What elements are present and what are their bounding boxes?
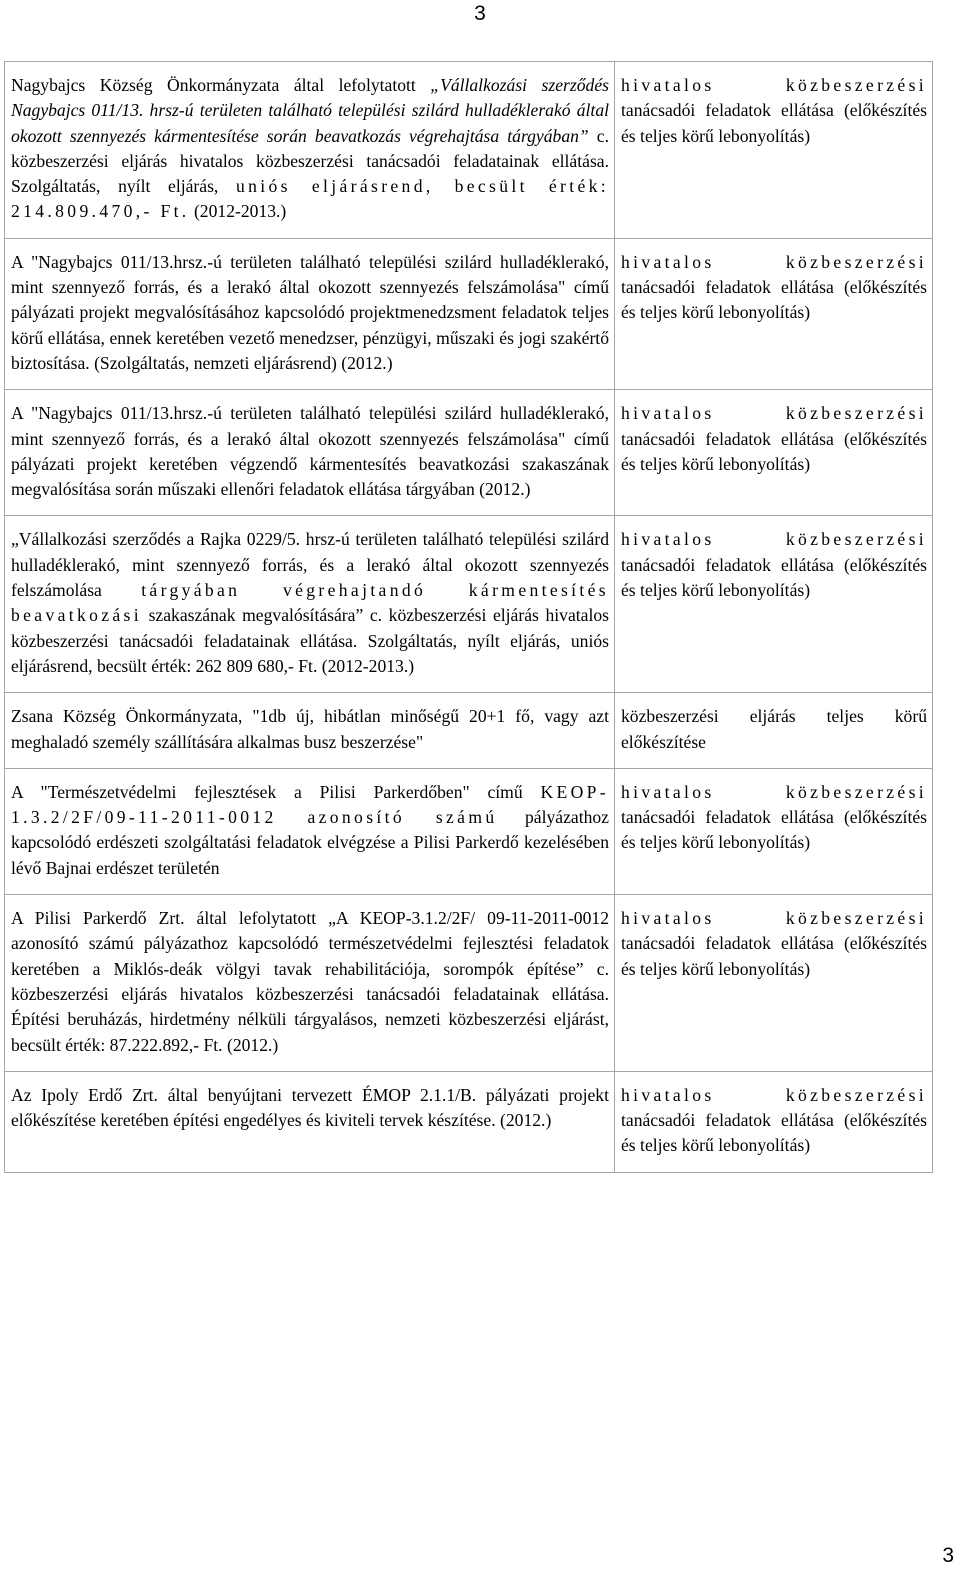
table-row [5,768,933,894]
role-text: tanácsadói feladatok ellátása (előkészítés és teljes körű lebonyolítás) [621,554,927,601]
role-text: tanácsadói feladatok ellátása (előkészítés és teljes körű lebonyolítás) [621,100,927,146]
description-text: szakaszának megvalósítására” c. közbeszerzési eljárás hivatalos közbeszerzési tanácsadói feladatainak ellátása. Szolgáltatás, nyílt eljárás, uniós eljárásrend, becsült érték: 262 809 680,- Ft. (2012-2013.) [11,605,609,676]
role-text: hivatalos közbeszerzési [621,403,927,424]
role-text: hivatalos közbeszerzési [621,1084,927,1105]
role-cell [615,62,933,239]
description-text: (2012-2013.) [189,201,287,222]
contracts-table [4,61,933,1173]
description-cell: Az Ipoly Erdő Zrt. által benyújtani tervezett ÉMOP 2.1.1/B. pályázati projekt előkészítése keretében építési engedélyes és kiviteli tervek készítése. (2012.) [5,1071,615,1172]
table-row [5,390,933,516]
role-text: hivatalos közbeszerzési [621,529,927,550]
role-text: tanácsadói feladatok ellátása (előkészítés és teljes körű lebonyolítás) [621,933,927,979]
description-cell [5,516,615,693]
table-row [5,895,933,1072]
description-text: tárgyában végrehajtandó kármentesítés beavatkozási [11,580,609,626]
description-text: Nagybajcs Község Önkormányzata által lefolytatott [11,75,431,95]
description-cell: A Pilisi Parkerdő Zrt. által lefolytatott „A KEOP-3.1.2/2F/ 09-11-2011-0012 azonosító számú pályázathoz kapcsolódó természetvédelmi fejlesztési feladatok keretében a Miklós-deák völgyi tavak rehabilitációja, sorompók építése” c. közbeszerzési eljárás hivatalos közbeszerzési tanácsadói feladatainak ellátása. Építési beruházás, hirdetmény nélküli tárgyalásos, nemzeti közbeszerzési eljárást, becsült érték: 87.222.892,- Ft. (2012.) [5,895,615,1072]
contract-title: „Vállalkozási szerződés Nagybajcs 011/13. hrsz-ú területen található települési szilárd hulladéklerakó által okozott szennyezés kármentesítése során beavatkozás végrehajtása tárgyában” [11,75,609,146]
description-text: c. közbeszerzési eljárás hivatalos közbeszerzési tanácsadói feladatainak ellátása. Szolgáltatás, nyílt eljárás, [11,125,609,197]
role-text: közbeszerzési eljárás teljes körű előkészítése [621,706,927,752]
role-cell [615,895,933,1072]
role-text: hivatalos közbeszerzési [621,75,927,95]
description-cell: A "Nagybajcs 011/13.hrsz.-ú területen található települési szilárd hulladéklerakó, mint szennyező forrás, és a lerakó által okozott szennyezés felszámolása" című pályázati projekt megvalósításához kapcsolódó projektmenedzsment feladatok teljes körű ellátása, ennek keretében vezető menedzser, pénzügyi, műszaki és jogi szakértő biztosítása. (Szolgáltatás, nemzeti eljárásrend) (2012.) [5,238,615,389]
role-cell [615,238,933,389]
role-text: tanácsadói feladatok ellátása (előkészítés és teljes körű lebonyolítás) [621,428,927,474]
description-cell: Zsana Község Önkormányzata, "1db új, hibátlan minőségű 20+1 fő, vagy azt meghaladó személy szállítására alkalmas busz beszerzése" [5,693,615,769]
role-text: hivatalos közbeszerzési [621,781,927,802]
description-text: „Vállalkozási szerződés a Rajka 0229/5. hrsz-ú területen található települési szilárd hulladéklerakó, mint szennyező forrás, és a lerakó által okozott szennyezés felszámolása [11,529,609,601]
table-row [5,516,933,693]
role-text: hivatalos közbeszerzési [621,251,927,272]
page-number-bottom: 3 [942,1544,954,1567]
project-id: KEOP-1.3.2/2F/09-11-2011-0012 azonosító számú [11,781,609,828]
description-cell [5,62,615,239]
description-text: pályázathoz kapcsolódó erdészeti szolgáltatási feladatok elvégzése a Pilisi Parkerdő kezelésében lévő Bajnai erdészet területén [11,807,609,878]
role-cell [615,1071,933,1172]
role-cell [615,768,933,894]
description-text: uniós eljárásrend, becsült érték: 214.809.470,- Ft. [11,176,609,222]
table-row [5,693,933,769]
description-cell [5,768,615,894]
description-cell: A "Nagybajcs 011/13.hrsz.-ú területen található települési szilárd hulladéklerakó, mint szennyező forrás, és a lerakó által okozott szennyezés felszámolása" című pályázati projekt keretében végzendő kármentesítés beavatkozási szakaszának megvalósítása során műszaki ellenőri feladatok ellátása tárgyában (2012.) [5,390,615,516]
role-text: tanácsadói feladatok ellátása (előkészítés és teljes körű lebonyolítás) [621,1110,927,1156]
page-number-top: 3 [474,2,486,25]
description-text: A "Természetvédelmi fejlesztések a Pilisi Parkerdőben" című [11,781,541,802]
role-cell [615,516,933,693]
role-cell [615,693,933,769]
role-text: tanácsadói feladatok ellátása (előkészítés és teljes körű lebonyolítás) [621,277,927,323]
table-row [5,1071,933,1172]
table-row [5,238,933,389]
role-cell [615,390,933,516]
role-text: tanácsadói feladatok ellátása (előkészítés és teljes körű lebonyolítás) [621,807,927,853]
table-row [5,62,933,239]
role-text: hivatalos közbeszerzési [621,908,927,929]
